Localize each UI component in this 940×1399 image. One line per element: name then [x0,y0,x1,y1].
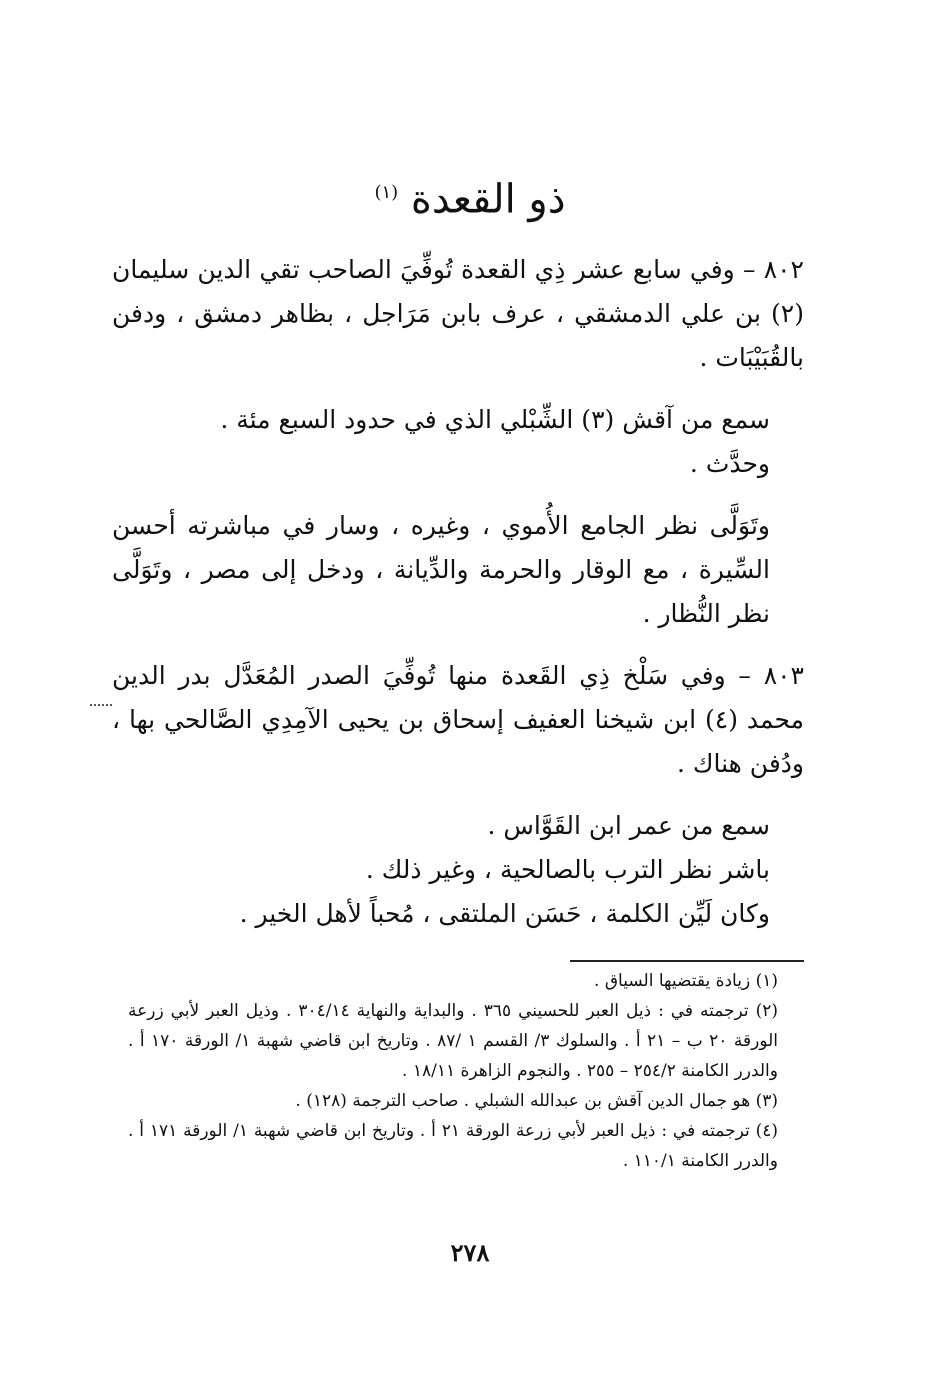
entry-802-main: ٨٠٢ – وفي سابع عشر ذِي القعدة تُوفِّيَ الصاحب تقي الدين سليمان (٢) بن علي الدمشقي ، عرف بابن مَرَاجل ، بظاهر دمشق ، ودفن بالقُبَيْبَات . [112,255,804,372]
footnote-2: (٢) ترجمته في : ذيل العبر للحسيني ٣٦٥ . والبداية والنهاية ٣٠٤/١٤ . وذيل العبر لأبي زرعة الورقة ٢٠ ب – ٢١ أ . والسلوك ٣/ القسم ١ /٨٧ . وتاريخ ابن قاضي شهبة ١/ الورقة ١٧٠ أ . والدرر الكامنة ٢٥٤/٢ – ٢٥٥ . والنجوم الزاهرة ١٨/١١ . [128,1001,779,1081]
page-number: ٢٧٨ [450,1238,490,1267]
entry-802-heard: سمع من آقش (٣) الشِّبْلي الذي في حدود السبع مئة . [220,405,770,434]
entry-803-character: وكان لَيِّن الكلمة ، حَسَن الملتقى ، مُحباً لأهل الخير . [239,899,770,928]
footnote-1: (١) زيادة يقتضيها السياق . [594,971,778,991]
entry-803-heard: سمع من عمر ابن القَوَّاس . [487,811,770,840]
footnote-3: (٣) هو جمال الدين آقش بن عبدالله الشبلي . صاحب الترجمة (١٢٨) . [295,1091,778,1111]
footnote-separator [570,960,804,962]
entries-body [112,248,804,936]
entry-803-office: باشر نظر الترب بالصالحية ، وغير ذلك . [365,855,770,884]
entry-803-main: ٨٠٣ – وفي سَلْخ ذِي القَعدة منها تُوفِّيَ الصدر المُعَدَّل بدر الدين محمد (٤) ابن شيخنا العفيف إسحاق بن يحيى الآمِدِي الصَّالحي بها ، ودُفن هناك . [112,661,804,778]
footnote-4: (٤) ترجمته في : ذيل العبر لأبي زرعة الورقة ٢١ أ . وتاريخ ابن قاضي شهبة ١/ الورقة ١٧١ أ . والدرر الكامنة ١١٠/١ . [128,1121,779,1171]
entry-802-career: وتَوَلَّى نظر الجامع الأُموي ، وغيره ، وسار في مباشرته أحسن السِّيرة ، مع الوقار والحرمة والدِّيانة ، ودخل إلى مصر ، وتَوَلَّى نظر النُّظار . [112,511,770,628]
section-heading [0,168,940,224]
margin-speck [90,704,112,708]
entry-802-narrated: وحدَّث . [689,449,770,478]
heading-footnote-marker: (١) [374,182,399,203]
footnotes [128,966,800,1176]
heading-title: ذو القعدة [410,176,566,223]
